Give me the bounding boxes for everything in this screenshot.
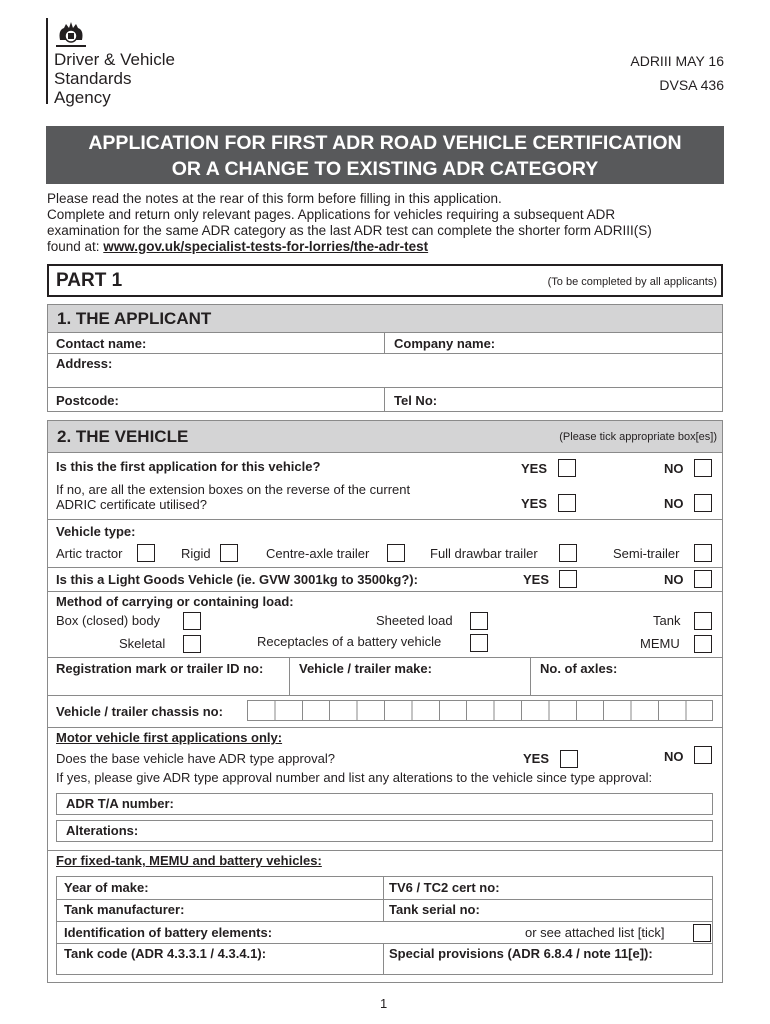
title-line1: APPLICATION FOR FIRST ADR ROAD VEHICLE CERTIFICATION (88, 132, 682, 154)
method-skeletal-label: Skeletal (119, 636, 166, 651)
method-memu-checkbox[interactable] (694, 635, 712, 653)
tank-code-field[interactable]: Tank code (ADR 4.3.3.1 / 4.3.4.1): (64, 946, 267, 961)
org-name-line1: Driver & Vehicle (54, 50, 175, 69)
intro-line4 (47, 239, 727, 255)
attached-list-label: or see attached list [tick] (525, 925, 665, 940)
axles-field[interactable]: No. of axles: (540, 661, 618, 676)
type-approval-question: Does the base vehicle have ADR type approval? (56, 751, 335, 766)
motor-vehicle-heading: Motor vehicle first applications only: (56, 730, 283, 745)
intro-line4-prefix: found at: (47, 239, 104, 254)
special-provisions-field[interactable]: Special provisions (ADR 6.8.4 / note 11[e]): (389, 946, 653, 961)
method-battery-label: Receptacles of a battery vehicle (257, 634, 442, 649)
form-code: DVSA 436 (659, 77, 724, 93)
type-full-drawbar-checkbox[interactable] (559, 544, 577, 562)
type-centre-axle-checkbox[interactable] (387, 544, 405, 562)
type-full-drawbar-label: Full drawbar trailer (430, 546, 538, 561)
type-approval-no-label: NO (664, 749, 684, 764)
type-approval-yes-checkbox[interactable] (560, 750, 578, 768)
ta-number-field[interactable]: ADR T/A number: (66, 796, 174, 811)
attached-list-checkbox[interactable] (693, 924, 711, 942)
tank-serial-field[interactable]: Tank serial no: (389, 902, 480, 917)
royal-crest-icon (54, 20, 88, 48)
type-centre-axle-label: Centre-axle trailer (266, 546, 370, 561)
logo-rule (46, 18, 48, 104)
tank-section-heading: For fixed-tank, MEMU and battery vehicles: (56, 853, 322, 868)
postcode-field[interactable]: Postcode: (56, 393, 119, 408)
lgv-yes-label: YES (523, 572, 550, 587)
part1-title: PART 1 (56, 270, 123, 291)
first-application-question: Is this the first application for this vehicle? (56, 459, 321, 474)
method-box-body-label: Box (closed) body (56, 613, 161, 628)
tel-field[interactable]: Tel No: (394, 393, 438, 408)
company-name-field[interactable]: Company name: (394, 336, 496, 351)
applicant-heading: 1. THE APPLICANT (57, 309, 212, 328)
lgv-no-checkbox[interactable] (694, 570, 712, 588)
method-skeletal-checkbox[interactable] (183, 635, 201, 653)
vehicle-type-label: Vehicle type: (56, 524, 136, 539)
vehicle-make-field[interactable]: Vehicle / trailer make: (299, 661, 432, 676)
vehicle-heading: 2. THE VEHICLE (57, 427, 189, 446)
extension-yes-checkbox[interactable] (558, 494, 576, 512)
page-number: 1 (380, 996, 388, 1011)
applicant-fields-box (47, 333, 723, 412)
title-line2: OR A CHANGE TO EXISTING ADR CATEGORY (171, 158, 599, 180)
method-battery-checkbox[interactable] (470, 634, 488, 652)
type-approval-instructions: If yes, please give ADR type approval number and list any alterations to the vehicle since type approval: (56, 770, 653, 785)
lgv-no-label: NO (664, 572, 684, 587)
title-bar (46, 126, 724, 184)
type-rigid-label: Rigid (181, 546, 211, 561)
chassis-label: Vehicle / trailer chassis no: (56, 704, 223, 719)
type-semi-trailer-label: Semi-trailer (613, 546, 680, 561)
vehicle-tick-note: (Please tick appropriate box[es]) (559, 431, 717, 443)
method-tank-checkbox[interactable] (694, 612, 712, 630)
first-app-yes-label: YES (521, 461, 548, 476)
intro-line3: examination for the same ADR category as the last ADR test can complete the shorter form ADRIII(S) (47, 223, 652, 238)
method-sheeted-checkbox[interactable] (470, 612, 488, 630)
alterations-field[interactable]: Alterations: (66, 823, 139, 838)
type-approval-no-checkbox[interactable] (694, 746, 712, 764)
method-memu-label: MEMU (640, 636, 680, 651)
tv6-cert-field[interactable]: TV6 / TC2 cert no: (389, 880, 500, 895)
type-semi-trailer-checkbox[interactable] (694, 544, 712, 562)
adr-test-link[interactable]: www.gov.uk/specialist-tests-for-lorries/the-adr-test (103, 239, 429, 254)
year-of-make-field[interactable]: Year of make: (64, 880, 149, 895)
extension-no-label: NO (664, 496, 684, 511)
first-app-yes-checkbox[interactable] (558, 459, 576, 477)
type-artic-tractor-checkbox[interactable] (137, 544, 155, 562)
alterations-box (56, 820, 713, 842)
tank-manufacturer-field[interactable]: Tank manufacturer: (64, 902, 185, 917)
intro-text (47, 191, 727, 255)
contact-name-field[interactable]: Contact name: (56, 336, 147, 351)
lgv-yes-checkbox[interactable] (559, 570, 577, 588)
part1-note: (To be completed by all applicants) (547, 276, 717, 288)
address-field[interactable]: Address: (56, 356, 113, 371)
method-box-body-checkbox[interactable] (183, 612, 201, 630)
type-approval-yes-label: YES (523, 751, 550, 766)
extension-question-line2: ADRIC certificate utilised? (56, 497, 207, 512)
first-app-no-label: NO (664, 461, 684, 476)
extension-question-line1: If no, are all the extension boxes on the reverse of the current (56, 482, 411, 497)
intro-line1: Please read the notes at the rear of this form before filling in this application. (47, 191, 502, 206)
chassis-number-boxes[interactable] (247, 700, 713, 721)
type-artic-tractor-label: Artic tractor (56, 546, 123, 561)
extension-yes-label: YES (521, 496, 548, 511)
type-rigid-checkbox[interactable] (220, 544, 238, 562)
battery-elements-field[interactable]: Identification of battery elements: (64, 925, 273, 940)
first-app-no-checkbox[interactable] (694, 459, 712, 477)
method-tank-label: Tank (653, 613, 681, 628)
method-sheeted-label: Sheeted load (376, 613, 453, 628)
intro-line2: Complete and return only relevant pages. Applications for vehicles requiring a subsequent ADR (47, 207, 616, 222)
extension-no-checkbox[interactable] (694, 494, 712, 512)
registration-mark-field[interactable]: Registration mark or trailer ID no: (56, 661, 264, 676)
method-label: Method of carrying or containing load: (56, 594, 294, 609)
org-name-line2: Standards (54, 69, 132, 88)
lgv-question: Is this a Light Goods Vehicle (ie. GVW 3001kg to 3500kg?): (56, 572, 418, 587)
form-reference: ADRIII MAY 16 (630, 53, 724, 69)
agency-logo (46, 18, 206, 108)
org-name-line3: Agency (54, 88, 111, 107)
